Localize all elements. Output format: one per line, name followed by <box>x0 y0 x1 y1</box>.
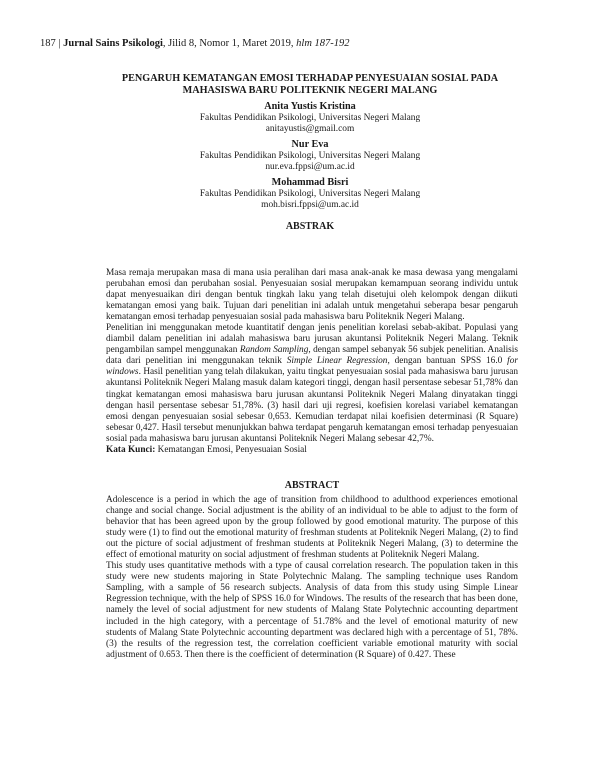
title-block <box>100 73 520 232</box>
abstrak-italic: Random Sampling <box>239 345 309 356</box>
author-email: nur.eva.fppsi@um.ac.id <box>265 162 355 172</box>
keywords <box>106 445 518 456</box>
author-name: Anita Yustis Kristina <box>264 101 356 112</box>
journal-volume: , Jilid 8, Nomor 1, Maret 2019, <box>162 38 297 49</box>
title-line-2: MAHASISWA BARU POLITEKNIK NEGERI MALANG <box>182 85 438 96</box>
author-email: anitayustis@gmail.com <box>265 124 355 134</box>
author-affiliation: Fakultas Pendidikan Psikologi, Universitas Negeri Malang <box>199 151 421 161</box>
abstrak-italic: Simple Linear Regression <box>286 356 388 367</box>
author-affiliation: Fakultas Pendidikan Psikologi, Universitas Negeri Malang <box>199 113 421 123</box>
running-head: 187 | Jurnal Sains Psikologi, Jilid 8, Nomor 1, Maret 2019, hlm 187-192 <box>40 38 350 49</box>
author-block-1 <box>100 101 520 135</box>
paper-title <box>100 73 520 97</box>
author-block-3 <box>100 177 520 211</box>
keywords-label: Kata Kunci: <box>106 444 156 455</box>
author-name: Mohammad Bisri <box>271 177 349 188</box>
abstract-body <box>106 495 518 661</box>
keywords-text: Kematangan Emosi, Penyesuaian Sosial <box>155 444 307 455</box>
author-name: Nur Eva <box>291 139 329 150</box>
abstrak-paragraph-1: Masa remaja merupakan masa di mana usia peralihan dari masa anak-anak ke masa dewasa yang mengalami perubahan emosi dan perubahan sosial. Penyesuaian sosial merupakan kemampuan seorang individu untuk dapat menyesuaikan diri dengan bentuk tingkah laku yang telah disetujui oleh kelompok dengan diikuti kematangan emosi yang baik. Tujuan dari penelitian ini adalah untuk mengetahui seberapa besar pengaruh kematangan emosi terhadap penyesuaian sosial pada mahasiswa baru Politeknik Negeri Malang. <box>106 268 518 323</box>
abstract-paragraph-1: Adolescence is a period in which the age of transition from childhood to adulthood experiences emotional change and social change. Social adjustment is the ability of an individual to be able to adjust to the form of behavior that has been agreed upon by the group followed by good emotional maturity. The purpose of this study were (1) to find out the emotional maturity of freshman students at Politeknik Negeri Malang, (2) to find out the picture of social adjustment of freshman students at Politeknik Negeri Malang, (3) to determine the effect of emotional maturity on social adjustment of freshman students at Politeknik Negeri Malang. <box>106 495 518 561</box>
author-email: moh.bisri.fppsi@um.ac.id <box>261 200 359 210</box>
author-affiliation: Fakultas Pendidikan Psikologi, Universitas Negeri Malang <box>199 189 421 199</box>
abstrak-heading: ABSTRAK <box>285 221 335 232</box>
title-line-1: PENGARUH KEMATANGAN EMOSI TERHADAP PENYESUAIAN SOSIAL PADA <box>121 73 499 84</box>
abstract-paragraph-2: This study uses quantitative methods with a type of causal correlation research. The population taken in this study were new students majoring in State Polytechnic Malang. The sampling technique uses Random Sampling, with a sample of 56 research subjects. Analysis of data from this study using Simple Linear Regression technique, with the help of SPSS 16.0 for Windows. The results of the research that has been done, namely the level of social adjustment for new students of Malang State Polytechnic accounting department included in the high category, with a percentage of 51.78% and the level of emotional maturity of new students of Malang State Polytechnic accounting department was declared high with a percentage of 51, 78%. (3) the results of the regression test, the correlation coefficient variable emotional maturity with social adjustment of 0.653. Then there is the coefficient of determination (R Square) of 0.427. These <box>106 561 518 660</box>
abstrak-text: . Hasil penelitian yang telah dilakukan, yaitu tingkat penyesuaian sosial pada mahasiswa baru jurusan akuntansi Politeknik Negeri Malang masuk dalam kategori tinggi, dengan hasil persentase sebesar 51,78% dan tingkat kematangan emosi mahasiswa baru jurusan akuntansi Politeknik Negeri Malang dinyatakan tinggi dengan hasil persentase sebesar 51,78%. (3) hasil dari uji regresi, koefisien korelasi variabel kematangan emosi dengan penyesuaian sosial sebesar 0,653. Kemudian terdapat nilai koefisien determinasi (R Square) sebesar 0,427. Hasil tersebut menunjukkan bahwa terdapat pengaruh kematangan emosi terhadap penyesuaian sosial pada mahasiswa baru jurusan akuntansi Politeknik Negeri Malang sebesar 42,7%. <box>106 367 518 444</box>
page-number: 187 <box>40 38 56 49</box>
abstrak-text: Penelitian ini menggunakan metode kuantitatif dengan jenis penelitian korelasi sebab-akibat. Populasi yang diambil dalam penelitian ini adalah mahasiswa baru jurusan akuntansi Politeknik Negeri Malang. Teknik pengambilan sampel menggunakan <box>106 323 518 356</box>
page-range: hlm 187-192 <box>296 38 350 49</box>
abstrak-text: , dengan sampel sebanyak 56 subjek penelitian. Analisis data dari penelitian ini menggunakan teknik <box>106 345 518 367</box>
journal-name: Jurnal Sains Psikologi <box>63 38 163 49</box>
abstrak-italic: for windows <box>106 356 518 378</box>
abstrak-paragraph-2 <box>106 323 518 445</box>
abstrak-text: , dengan bantuan SPSS 16.0 <box>387 356 508 367</box>
abstract-heading: ABSTRACT <box>284 480 340 491</box>
author-block-2 <box>100 139 520 173</box>
abstrak-body <box>106 268 518 456</box>
